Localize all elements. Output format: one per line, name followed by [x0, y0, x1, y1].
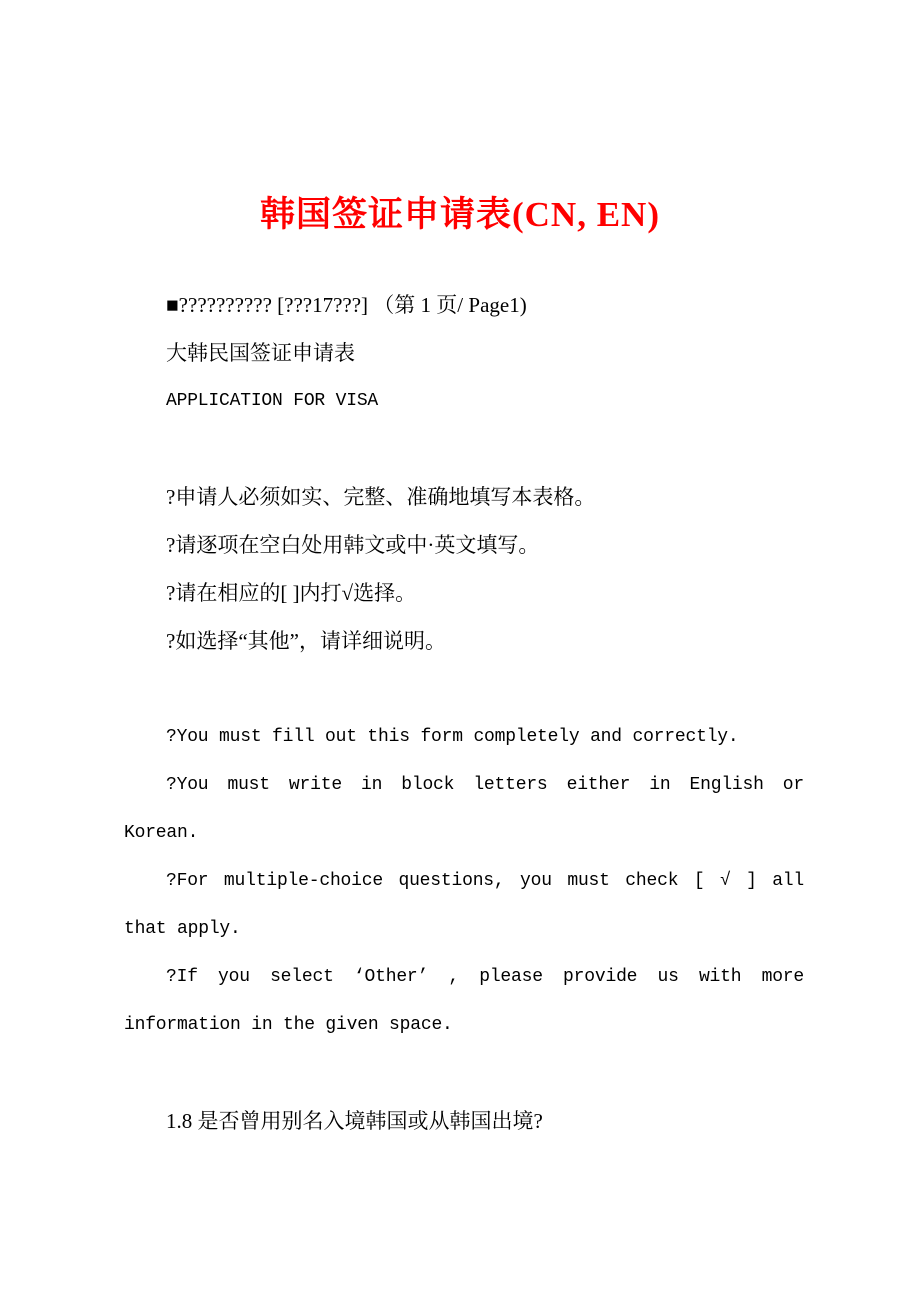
text-line: that apply. [124, 919, 241, 939]
document-title: 韩国签证申请表(CN, EN) [260, 195, 660, 234]
text-line: information in the given space. [124, 1015, 453, 1035]
text-line: ?You must write in block letters either in English or [166, 775, 804, 795]
text-line: ?如选择“其他”，请详细说明。 [166, 629, 446, 653]
text-line: ■?????????? [???17???] （第 1 页/ Page1) [166, 293, 527, 317]
text-line: ?For multiple-choice questions, you must check [ √ ] all [166, 871, 804, 891]
text-line: ?请在相应的[ ]内打√选择。 [166, 581, 417, 605]
text-line: ?You must fill out this form completely and correctly. [166, 727, 739, 747]
text-line: ?请逐项在空白处用韩文或中·英文填写。 [166, 533, 540, 557]
text-line: 1.8 是否曾用别名入境韩国或从韩国出境? [166, 1109, 543, 1133]
blank-line [124, 425, 804, 473]
blank-line [124, 665, 804, 713]
text-line: APPLICATION FOR VISA [166, 391, 379, 411]
text-line: 大韩民国签证申请表 [166, 341, 355, 365]
document-body [124, 281, 804, 1145]
text-line: ?申请人必须如实、完整、准确地填写本表格。 [166, 485, 596, 509]
blank-line [124, 1049, 804, 1097]
text-line: ?If you select ‘Other’ , please provide us with more [166, 967, 804, 987]
text-line: Korean. [124, 823, 199, 843]
